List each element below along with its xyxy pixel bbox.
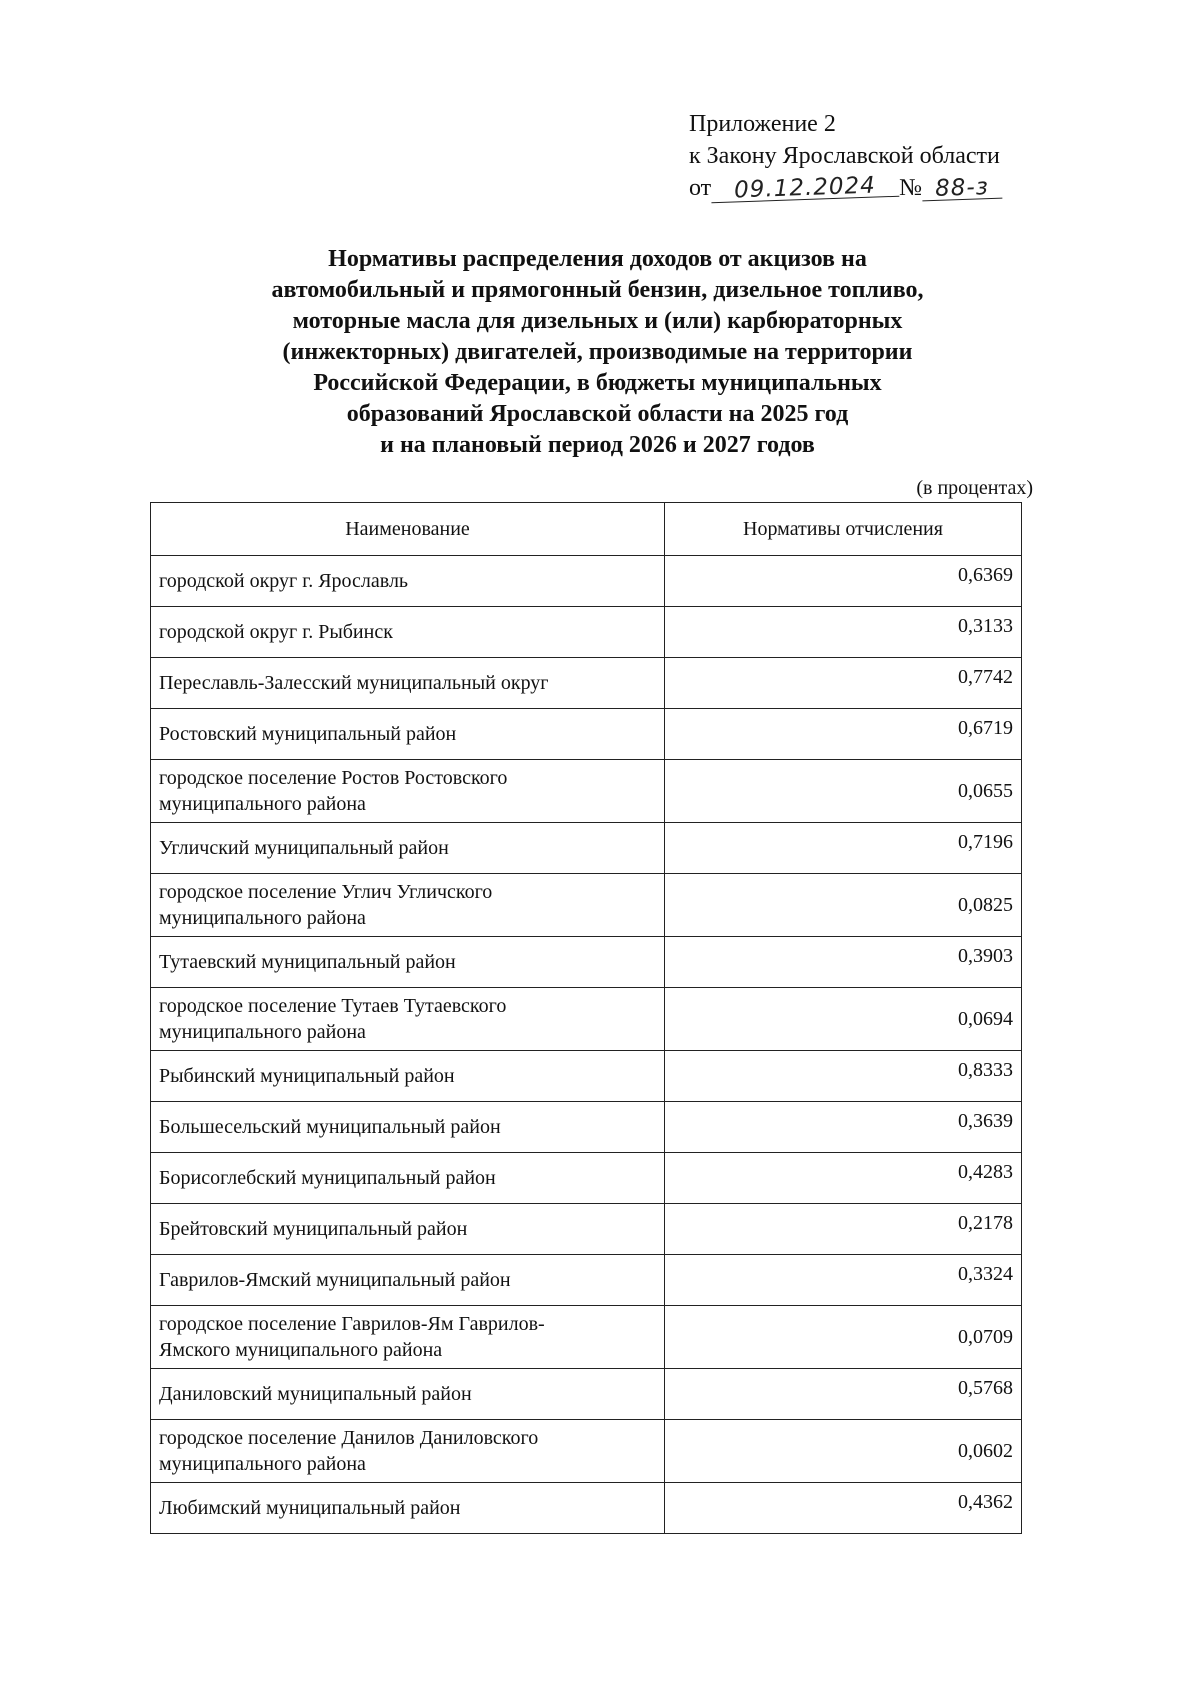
norm-value: 0,6719 bbox=[665, 709, 1022, 760]
title-line: (инжекторных) двигателей, производимые на территории bbox=[282, 339, 913, 365]
name-line-2: муниципального района bbox=[159, 793, 366, 815]
norm-value: 0,0655 bbox=[665, 760, 1022, 823]
table-row bbox=[151, 1420, 1022, 1483]
name-line-1: городское поселение Данилов Даниловского bbox=[159, 1427, 539, 1449]
municipality-name: Любимский муниципальный район bbox=[151, 1483, 665, 1534]
table-row bbox=[151, 988, 1022, 1051]
municipality-name bbox=[151, 1420, 665, 1483]
municipality-name: Брейтовский муниципальный район bbox=[151, 1204, 665, 1255]
municipality-name: Ростовский муниципальный район bbox=[151, 709, 665, 760]
norm-value: 0,0602 bbox=[665, 1420, 1022, 1483]
norm-value: 0,7196 bbox=[665, 823, 1022, 874]
table-row bbox=[151, 1051, 1022, 1102]
table-row bbox=[151, 1204, 1022, 1255]
municipality-name: Даниловский муниципальный район bbox=[151, 1369, 665, 1420]
appendix-header bbox=[689, 108, 1002, 204]
norm-value: 0,3639 bbox=[665, 1102, 1022, 1153]
norm-value: 0,5768 bbox=[665, 1369, 1022, 1420]
municipality-name: Борисоглебский муниципальный район bbox=[151, 1153, 665, 1204]
title-line: моторные масла для дизельных и (или) карбюраторных bbox=[292, 308, 903, 334]
table-row bbox=[151, 556, 1022, 607]
name-line-1: городское поселение Углич Угличского bbox=[159, 881, 493, 903]
table-row bbox=[151, 1255, 1022, 1306]
norm-value: 0,3324 bbox=[665, 1255, 1022, 1306]
municipality-name bbox=[151, 988, 665, 1051]
title-line: Российской Федерации, в бюджеты муниципальных bbox=[313, 370, 882, 396]
table-row bbox=[151, 709, 1022, 760]
number-prefix: № bbox=[899, 175, 923, 201]
norm-value: 0,7742 bbox=[665, 658, 1022, 709]
table-row bbox=[151, 760, 1022, 823]
column-header-norm: Нормативы отчисления bbox=[665, 503, 1022, 556]
norm-value: 0,0825 bbox=[665, 874, 1022, 937]
title-line: Нормативы распределения доходов от акцизов на bbox=[328, 246, 867, 272]
table-row bbox=[151, 1153, 1022, 1204]
municipality-name bbox=[151, 760, 665, 823]
table-row bbox=[151, 1483, 1022, 1534]
municipality-name: Большесельский муниципальный район bbox=[151, 1102, 665, 1153]
municipality-name bbox=[151, 1306, 665, 1369]
handwritten-date: 09.12.2024 bbox=[711, 174, 900, 204]
table-row bbox=[151, 874, 1022, 937]
norm-value: 0,8333 bbox=[665, 1051, 1022, 1102]
law-reference: к Закону Ярославской области bbox=[689, 143, 1000, 169]
name-line-2: муниципального района bbox=[159, 1021, 366, 1043]
municipality-name: Тутаевский муниципальный район bbox=[151, 937, 665, 988]
appendix-label: Приложение 2 bbox=[689, 111, 836, 137]
municipality-name: Гаврилов-Ямский муниципальный район bbox=[151, 1255, 665, 1306]
norms-table bbox=[150, 502, 1022, 1534]
norm-value: 0,4362 bbox=[665, 1483, 1022, 1534]
name-line-1: городское поселение Ростов Ростовского bbox=[159, 767, 508, 789]
norm-value: 0,2178 bbox=[665, 1204, 1022, 1255]
norm-value: 0,0694 bbox=[665, 988, 1022, 1051]
law-date-number bbox=[689, 172, 1002, 204]
norm-value: 0,3133 bbox=[665, 607, 1022, 658]
norm-value: 0,6369 bbox=[665, 556, 1022, 607]
table-row bbox=[151, 1102, 1022, 1153]
municipality-name: Угличский муниципальный район bbox=[151, 823, 665, 874]
name-line-2: муниципального района bbox=[159, 1453, 366, 1475]
date-prefix: от bbox=[689, 175, 712, 201]
name-line-2: Ямского муниципального района bbox=[159, 1339, 443, 1361]
name-line-2: муниципального района bbox=[159, 907, 366, 929]
norm-value: 0,3903 bbox=[665, 937, 1022, 988]
table-row bbox=[151, 607, 1022, 658]
norm-value: 0,4283 bbox=[665, 1153, 1022, 1204]
title-line: и на плановый период 2026 и 2027 годов bbox=[380, 432, 815, 458]
handwritten-number: 88-з bbox=[922, 176, 1003, 202]
norm-value: 0,0709 bbox=[665, 1306, 1022, 1369]
municipality-name bbox=[151, 874, 665, 937]
table-row bbox=[151, 1306, 1022, 1369]
table-row bbox=[151, 658, 1022, 709]
units-note: (в процентах) bbox=[916, 477, 1033, 499]
document-title bbox=[120, 244, 1075, 461]
municipality-name: городской округ г. Рыбинск bbox=[151, 607, 665, 658]
column-header-name: Наименование bbox=[151, 503, 665, 556]
table-row bbox=[151, 1369, 1022, 1420]
municipality-name: городской округ г. Ярославль bbox=[151, 556, 665, 607]
table-row bbox=[151, 823, 1022, 874]
name-line-1: городское поселение Гаврилов-Ям Гаврилов- bbox=[159, 1313, 545, 1335]
title-line: автомобильный и прямогонный бензин, дизельное топливо, bbox=[271, 277, 924, 303]
municipality-name: Переславль-Залесский муниципальный округ bbox=[151, 658, 665, 709]
title-line: образований Ярославской области на 2025 год bbox=[346, 401, 849, 427]
municipality-name: Рыбинский муниципальный район bbox=[151, 1051, 665, 1102]
name-line-1: городское поселение Тутаев Тутаевского bbox=[159, 995, 507, 1017]
table-row bbox=[151, 937, 1022, 988]
table-header-row bbox=[151, 503, 1022, 556]
